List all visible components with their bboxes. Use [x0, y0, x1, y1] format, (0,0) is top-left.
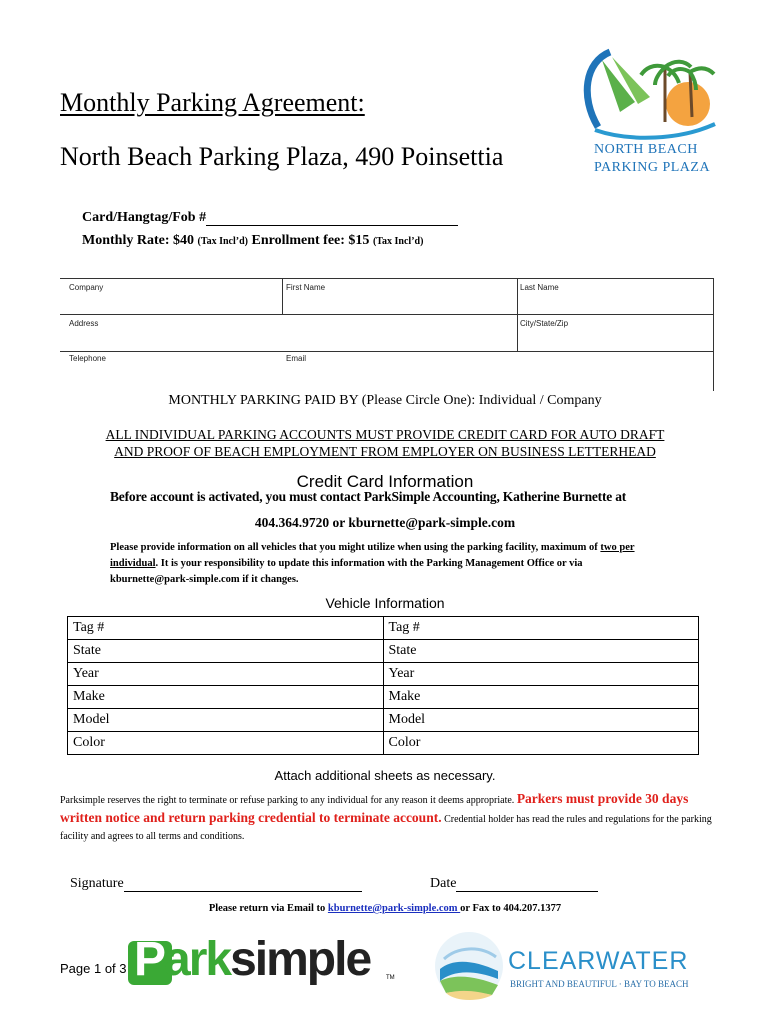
monthly-rate: Monthly Rate: $40 — [82, 233, 194, 248]
clearwater-logo — [432, 929, 694, 1003]
enrollment-fee-tax: (Tax Incl’d) — [372, 236, 424, 247]
vehicle1-make[interactable]: Make — [68, 686, 384, 709]
vehicle2-year[interactable]: Year — [383, 663, 699, 686]
vehicle-info-heading: Vehicle Information — [325, 595, 445, 611]
card-hangtag-line[interactable] — [206, 211, 458, 226]
document-subtitle: North Beach Parking Plaza, 490 Poinsettia — [60, 142, 504, 171]
vehicle2-color[interactable]: Color — [383, 732, 699, 755]
first-name-field-label[interactable]: First Name — [286, 283, 326, 292]
vehicle2-model[interactable]: Model — [383, 709, 699, 732]
signature-line[interactable] — [124, 877, 362, 892]
parksimple-logo — [128, 933, 398, 991]
north-beach-logo-line1: NORTH BEACH — [594, 142, 698, 157]
table-row — [68, 732, 699, 755]
contact-form-grid — [60, 278, 714, 391]
vehicle2-tag[interactable]: Tag # — [383, 617, 699, 640]
vehicle-table — [67, 616, 699, 755]
terms-paragraph — [60, 790, 720, 845]
signature-label: Signature — [70, 876, 124, 891]
monthly-rate-tax: (Tax Incl’d) — [197, 236, 248, 247]
company-field-label[interactable]: Company — [69, 283, 104, 292]
north-beach-logo — [580, 42, 720, 192]
individual-notice — [0, 426, 770, 460]
vehicle1-model[interactable]: Model — [68, 709, 384, 732]
return-instructions — [0, 903, 770, 914]
terms-text: Parksimple reserves the right to terminate or refuse parking to any individual for any reason it deems appropriate. — [60, 795, 517, 806]
vehicle1-state[interactable]: State — [68, 640, 384, 663]
vehicle2-state[interactable]: State — [383, 640, 699, 663]
return-email-link[interactable]: kburnette@park-simple.com — [327, 903, 461, 914]
city-state-zip-field-label[interactable]: City/State/Zip — [520, 319, 569, 328]
vehicle-update-note: . It is your responsibility to update this information with the Parking Management Office or via kburnette@park-simple.com if it changes. — [110, 558, 583, 585]
activation-notice: Before account is activated, you must contact ParkSimple Accounting, Katherine Burnette at — [110, 489, 627, 504]
table-row — [68, 709, 699, 732]
termination-notice: Parkers must provide 30 days written notice and return parking credential to terminate account. — [60, 791, 689, 825]
return-fax: or Fax to 404.207.1377 — [460, 903, 562, 914]
vehicle-max-note: two per individual — [110, 542, 635, 569]
return-prefix: Please return via Email to — [208, 903, 328, 914]
signature-field[interactable] — [70, 876, 362, 892]
parksimple-wordmark: Parksimple — [134, 933, 371, 986]
individual-notice-line1: ALL INDIVIDUAL PARKING ACCOUNTS MUST PROVIDE CREDIT CARD FOR AUTO DRAFT — [105, 427, 665, 442]
date-label: Date — [430, 876, 457, 891]
parksimple-trademark: TM — [386, 975, 395, 981]
accounting-contact: 404.364.9720 or kburnette@park-simple.com — [254, 515, 516, 530]
credit-card-heading: Credit Card Information — [296, 472, 474, 491]
clearwater-tagline: BRIGHT AND BEAUTIFUL · BAY TO BEACH — [510, 979, 689, 989]
table-row — [68, 640, 699, 663]
last-name-field-label[interactable]: Last Name — [520, 283, 559, 292]
north-beach-logo-line2: PARKING PLAZA — [594, 160, 711, 175]
vehicle1-color[interactable]: Color — [68, 732, 384, 755]
card-hangtag-label: Card/Hangtag/Fob # — [82, 210, 207, 225]
card-hangtag-field[interactable] — [82, 210, 458, 226]
table-row — [68, 686, 699, 709]
vehicle-instructions — [110, 540, 650, 588]
email-field-label[interactable]: Email — [286, 354, 307, 363]
attach-sheets-note: Attach additional sheets as necessary. — [274, 768, 496, 783]
telephone-field-label[interactable]: Telephone — [69, 354, 106, 363]
document-title: Monthly Parking Agreement: — [60, 88, 365, 117]
individual-notice-line2: AND PROOF OF BEACH EMPLOYMENT FROM EMPLOYER ON BUSINESS LETTERHEAD — [114, 444, 656, 459]
clearwater-wave-icon — [432, 929, 506, 1003]
palm-tree-sun-icon — [580, 42, 720, 142]
terms-agreement: Credential holder has read the rules and regulations for the parking facility and agrees to all terms and conditions. — [60, 814, 712, 842]
vehicle2-make[interactable]: Make — [383, 686, 699, 709]
date-line[interactable] — [456, 877, 598, 892]
table-row — [68, 663, 699, 686]
address-field-label[interactable]: Address — [69, 319, 99, 328]
paid-by-line: MONTHLY PARKING PAID BY (Please Circle One): Individual / Company — [168, 393, 602, 408]
rate-line — [82, 233, 423, 249]
vehicle1-year[interactable]: Year — [68, 663, 384, 686]
date-field[interactable] — [430, 876, 598, 892]
vehicle-instructions-text: Please provide information on all vehicles that you might utilize when using the parking facility, maximum of — [110, 542, 601, 553]
vehicle1-tag[interactable]: Tag # — [68, 617, 384, 640]
enrollment-fee: Enrollment fee: $15 — [251, 233, 370, 248]
page-number: Page 1 of 3 — [60, 961, 127, 976]
clearwater-name: CLEARWATER — [508, 947, 689, 975]
table-row — [68, 617, 699, 640]
